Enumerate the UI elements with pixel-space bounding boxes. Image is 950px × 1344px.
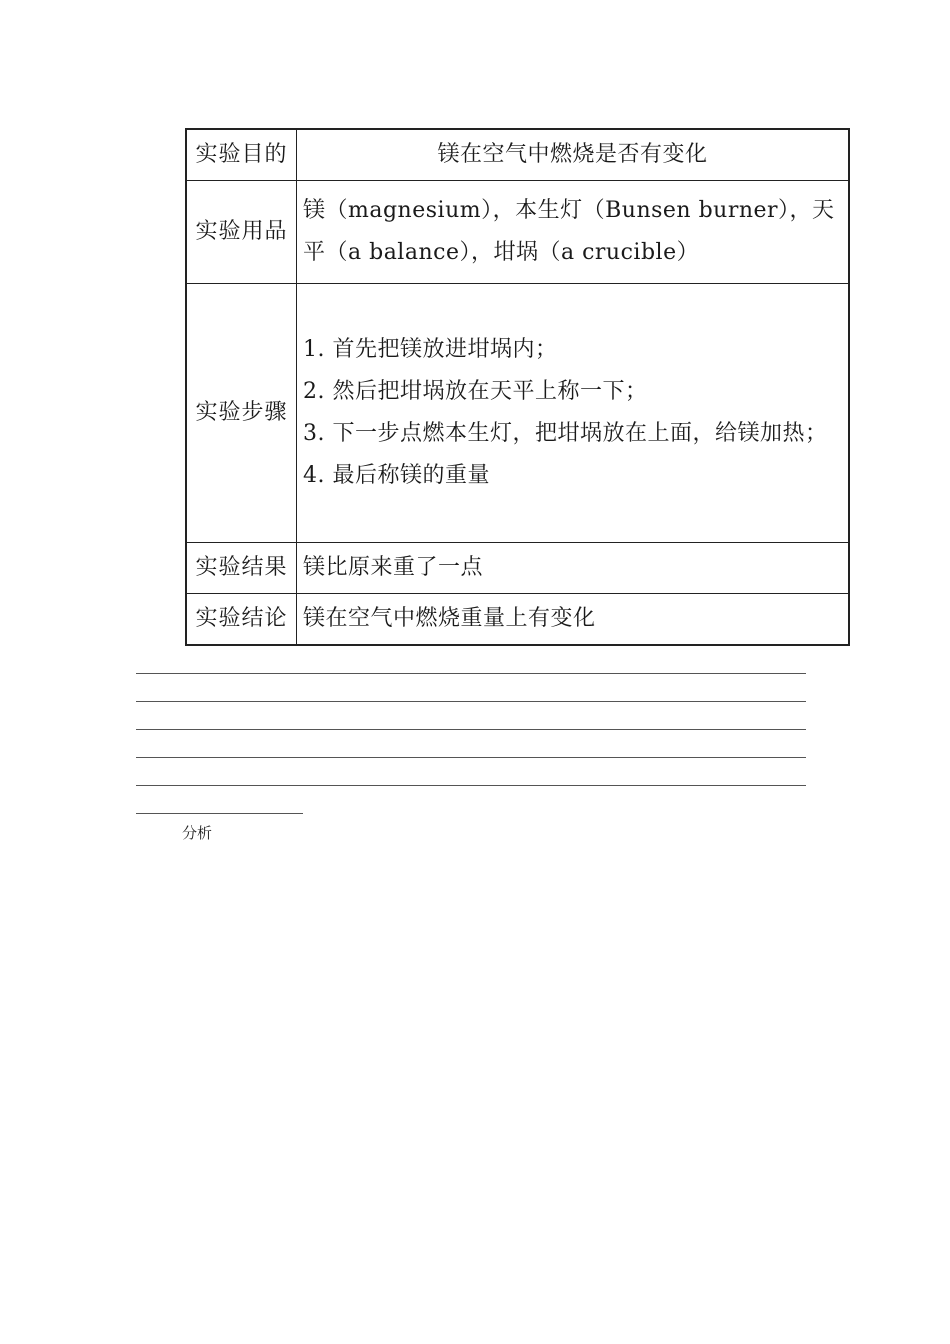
answer-lines xyxy=(136,673,806,841)
steps-value xyxy=(297,284,850,543)
steps-label: 实验步骤 xyxy=(186,284,297,543)
answer-line-short xyxy=(136,813,303,814)
answer-line xyxy=(136,673,806,674)
result-value: 镁比原来重了一点 xyxy=(297,543,850,594)
answer-line xyxy=(136,729,806,730)
analysis-label: 分析 xyxy=(182,824,213,842)
table-row-steps xyxy=(186,284,849,543)
conclusion-label: 实验结论 xyxy=(186,594,297,646)
step-item-1: 1. 首先把镁放进坩埚内； xyxy=(303,337,558,362)
conclusion-value: 镁在空气中燃烧重量上有变化 xyxy=(297,594,850,646)
answer-line xyxy=(136,785,806,786)
purpose-label: 实验目的 xyxy=(186,129,297,181)
table-row-purpose xyxy=(186,129,849,181)
table-row-materials xyxy=(186,181,849,284)
table-row-conclusion xyxy=(186,594,849,646)
materials-value: 镁（magnesium），本生灯（Bunsen burner），天平（a balance），坩埚（a crucible） xyxy=(297,181,850,284)
materials-label: 实验用品 xyxy=(186,181,297,284)
purpose-value: 镁在空气中燃烧是否有变化 xyxy=(297,129,850,181)
result-label: 实验结果 xyxy=(186,543,297,594)
experiment-table xyxy=(185,128,850,646)
table-row-result xyxy=(186,543,849,594)
step-item-4: 4. 最后称镁的重量 xyxy=(303,463,490,488)
step-item-2: 2. 然后把坩埚放在天平上称一下； xyxy=(303,379,648,404)
answer-line xyxy=(136,701,806,702)
step-item-3: 3. 下一步点燃本生灯，把坩埚放在上面，给镁加热； xyxy=(303,421,828,446)
answer-line xyxy=(136,757,806,758)
